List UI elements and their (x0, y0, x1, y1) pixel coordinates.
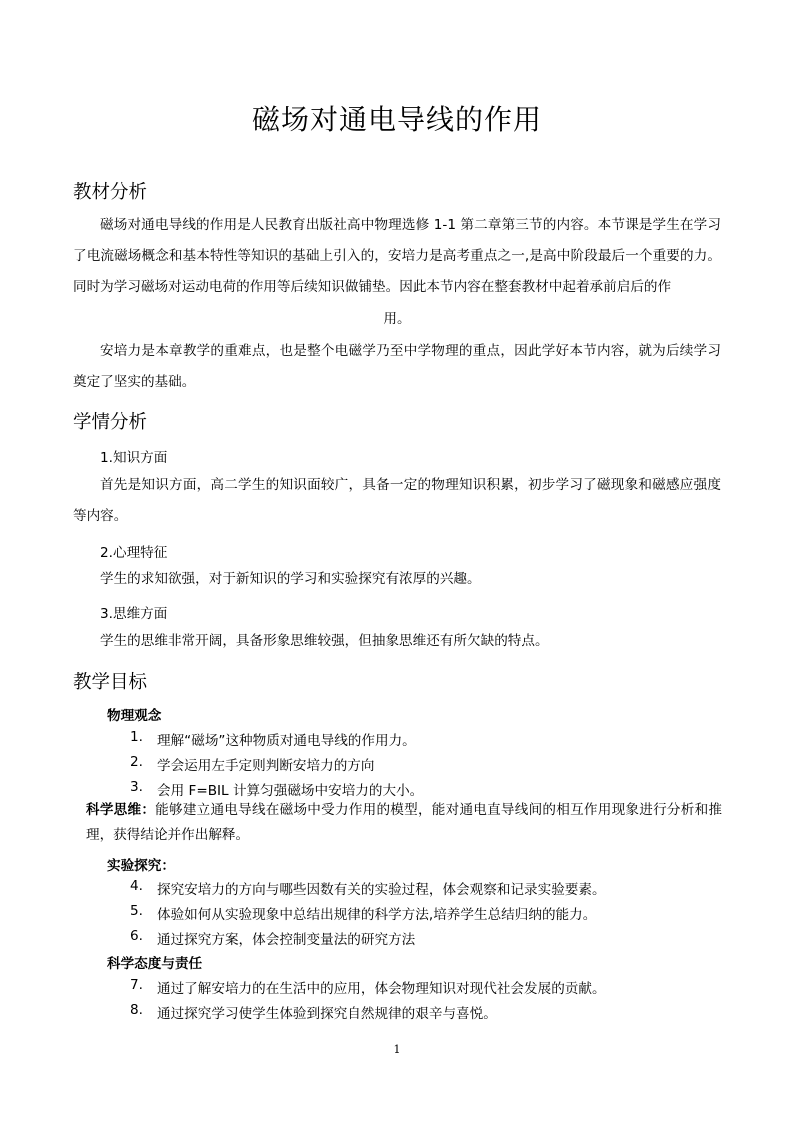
list-text: 通过了解安培力的在生活中的应用，体会物理知识对现代社会发展的贡献。 (157, 981, 606, 997)
list-item (130, 903, 720, 923)
page-number: 1 (393, 1043, 401, 1056)
list-text: 学会运用左手定则判断安培力的方向 (157, 758, 375, 774)
list-number: 3. (130, 779, 143, 795)
list-item (130, 779, 690, 799)
paragraph-psychology: 学生的求知欲强，对于新知识的学习和实验探究有浓厚的兴趣。 (100, 571, 481, 587)
subheading-thinking: 3.思维方面 (100, 606, 168, 622)
scientific-thinking-label: 科学思维： (86, 802, 156, 818)
list-number: 4. (130, 878, 143, 894)
list-text: 会用 F=BIL 计算匀强磁场中安培力的大小。 (157, 783, 424, 799)
list-text: 通过探究方案，体会控制变量法的研究方法 (157, 932, 416, 948)
list-text: 体验如何从实验现象中总结出规律的科学方法,培养学生总结归纳的能力。 (157, 907, 597, 923)
scientific-thinking-text: 能够建立通电导线在磁场中受力作用的模型，能对通电直导线间的相互作用现象进行分析和推理，获得结论并作出解释。 (86, 802, 722, 843)
list-number: 7. (130, 977, 143, 993)
subheading-physics-concept: 物理观念 (107, 708, 162, 724)
list-text: 理解“磁场”这种物质对通电导线的作用力。 (157, 733, 416, 749)
list-number: 6. (130, 928, 143, 944)
list-item (130, 754, 690, 774)
list-item (130, 878, 720, 898)
section-heading-student-analysis: 学情分析 (73, 412, 148, 433)
subheading-attitude-responsibility: 科学态度与责任 (107, 956, 203, 972)
list-text: 探究安培力的方向与哪些因数有关的实验过程，体会观察和记录实验要素。 (157, 882, 606, 898)
list-number: 8. (130, 1002, 143, 1018)
subheading-knowledge: 1.知识方面 (100, 450, 168, 466)
list-number: 1. (130, 729, 143, 745)
section-heading-textbook-analysis: 教材分析 (73, 182, 148, 203)
paragraph-analysis-1: 磁场对通电导线的作用是人民教育出版社高中物理选修 1-1 第二章第三节的内容。本节课是学生在学习了电流磁场概念和基本特性等知识的基础上引入的，安培力是高考重点之一,是高中阶段最后一个重要的力。同时为学习磁场对运动电荷的作用等后续知识做铺垫。因此本节内容在整套教材中起着承前启后的作 (73, 217, 721, 295)
paragraph-thinking: 学生的思维非常开阔，具备形象思维较强，但抽象思维还有所欠缺的特点。 (100, 633, 549, 649)
subheading-experiment: 实验探究： (107, 858, 175, 874)
list-item (130, 977, 720, 997)
list-number: 2. (130, 754, 143, 770)
section-heading-teaching-goals: 教学目标 (73, 672, 148, 693)
subheading-psychology: 2.心理特征 (100, 545, 168, 561)
list-text: 通过探究学习使学生体验到探究自然规律的艰辛与喜悦。 (157, 1006, 497, 1022)
paragraph-analysis-2: 安培力是本章教学的重难点，也是整个电磁学乃至中学物理的重点，因此学好本节内容，就为后续学习奠定了坚实的基础。 (73, 343, 721, 390)
paragraph-scientific-thinking (86, 798, 722, 848)
list-number: 5. (130, 903, 143, 919)
paragraph-knowledge: 首先是知识方面，高二学生的知识面较广，具备一定的物理知识积累，初步学习了磁现象和磁感应强度等内容。 (73, 477, 721, 524)
list-item (130, 928, 720, 948)
document-title: 磁场对通电导线的作用 (251, 103, 542, 136)
paragraph-analysis-1-tail: 用。 (383, 311, 411, 327)
list-item (130, 1002, 720, 1022)
list-item (130, 729, 690, 749)
